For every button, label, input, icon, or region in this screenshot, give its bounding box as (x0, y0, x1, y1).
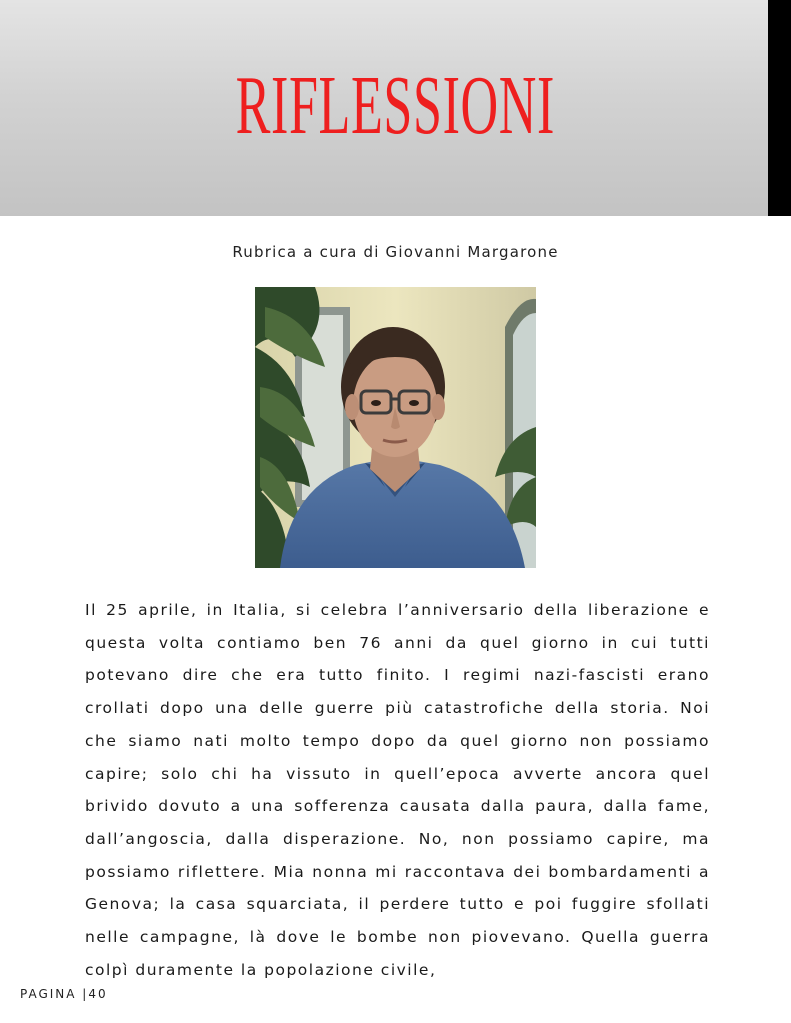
page-title: RIFLESSIONI (235, 59, 555, 152)
article-body: Il 25 aprile, in Italia, si celebra l’anniversario della liberazione e questa volta contiamo ben 76 anni da quel giorno in cui tutti potevano dire che era tutto finito. I regimi nazi-fascisti erano crollati dopo una delle guerre più catastrofiche della storia. Noi che siamo nati molto tempo dopo da quel giorno non possiamo capire; solo chi ha vissuto in quell’epoca avverte ancora quel brivido dovuto a una sofferenza causata dalla paura, dalla fame, dall’angoscia, dalla disperazione. No, non possiamo capire, ma possiamo riflettere. Mia nonna mi raccontava dei bombardamenti a Genova; la casa squarciata, il perdere tutto e poi fuggire sfollati nelle campagne, là dove le bombe non piovevano. Quella guerra colpì duramente la popolazione civile, (85, 601, 710, 979)
header-banner (0, 0, 791, 216)
page-number: PAGINA |40 (20, 987, 108, 1001)
byline: Rubrica a cura di Giovanni Margarone (232, 243, 559, 261)
author-portrait (255, 287, 536, 568)
header-side-bar (768, 0, 791, 216)
